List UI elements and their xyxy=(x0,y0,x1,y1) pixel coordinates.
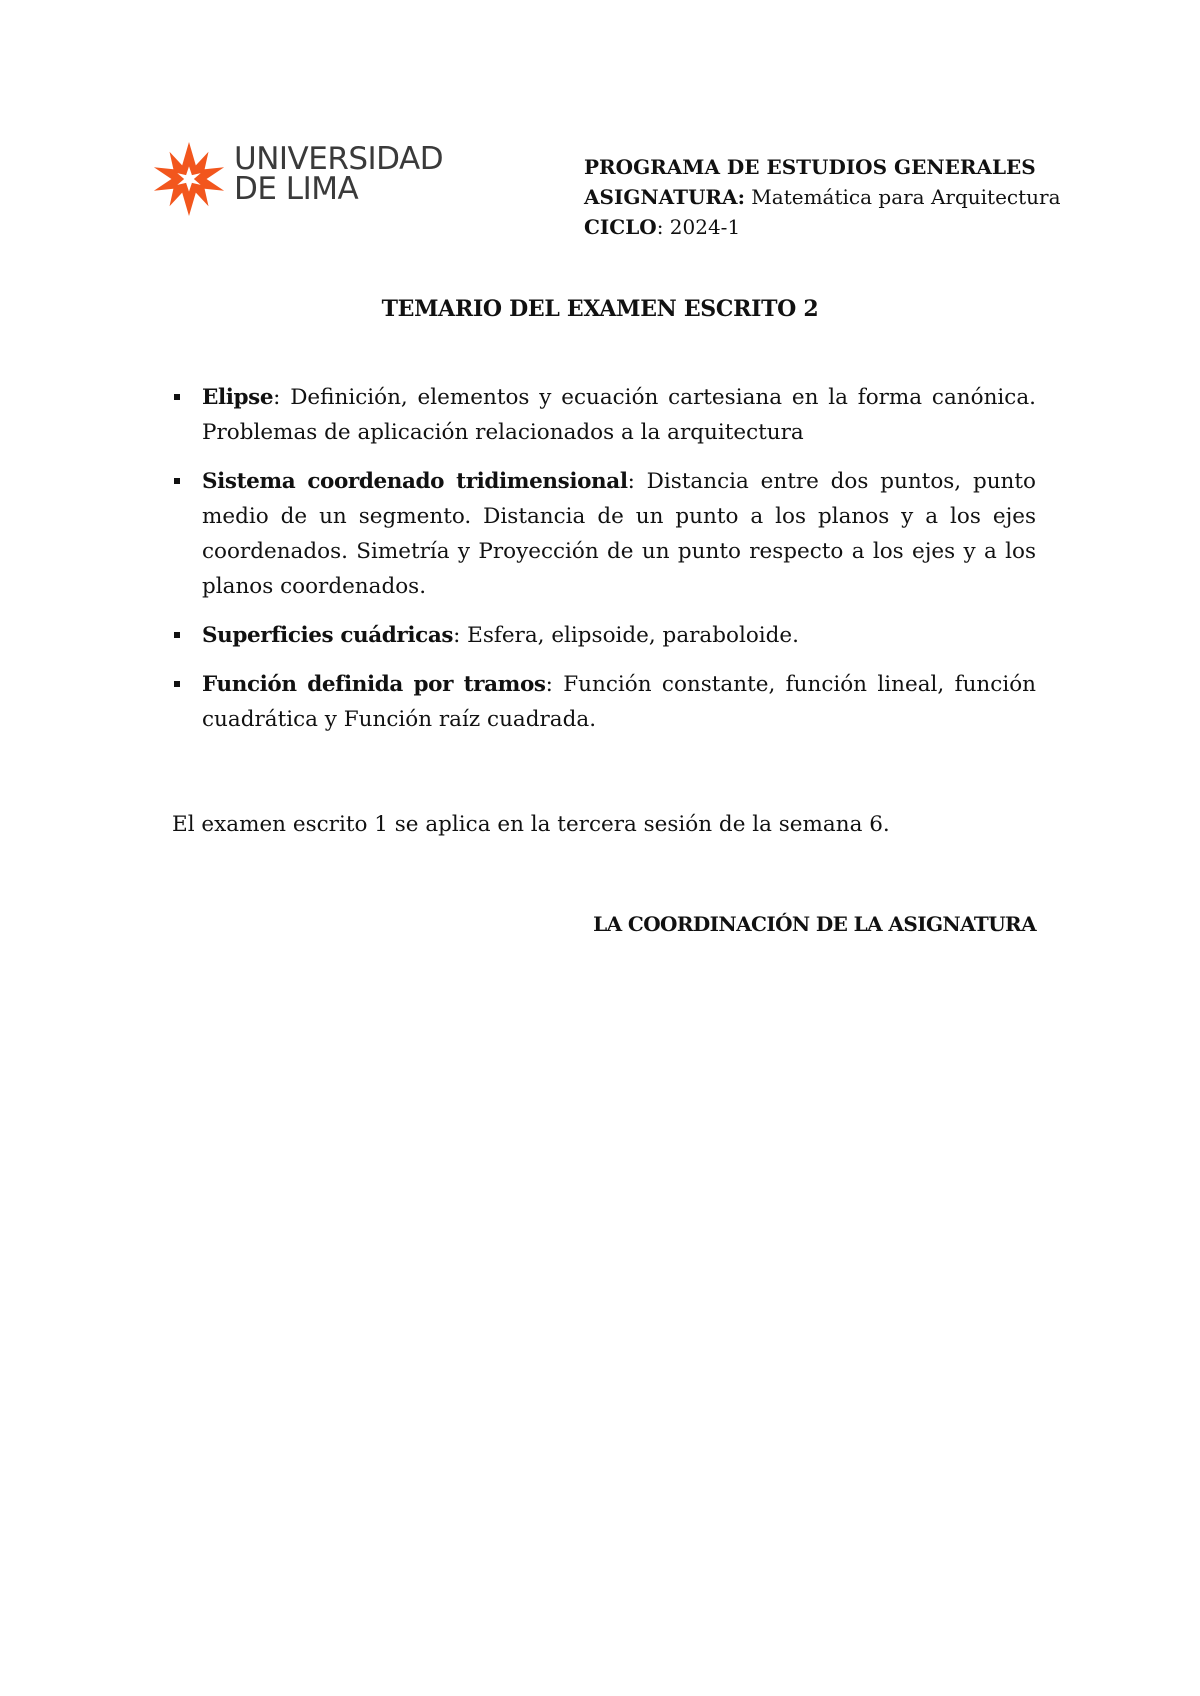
header-info xyxy=(584,152,1061,242)
cycle-label: CICLO xyxy=(584,215,657,239)
list-item xyxy=(170,618,1036,653)
signature: LA COORDINACIÓN DE LA ASIGNATURA xyxy=(593,912,1036,936)
topic-description: : Distancia entre dos puntos, punto medio de un segmento. Distancia de un punto a los planos y a los ejes coordenados. Simetría y Proyección de un punto respecto a los ejes y a los planos coordenados. xyxy=(202,469,1036,599)
topic-description: : Esfera, elipsoide, paraboloide. xyxy=(453,623,799,648)
cycle-value: : 2024-1 xyxy=(656,215,741,239)
logo-line-1: UNIVERSIDAD xyxy=(234,141,444,177)
square-bullet-icon xyxy=(174,478,180,484)
list-item xyxy=(170,464,1036,604)
topic-term: Elipse xyxy=(202,385,274,410)
topic-term: Sistema coordenado tridimensional xyxy=(202,469,628,494)
list-item xyxy=(170,667,1036,737)
square-bullet-icon xyxy=(174,394,180,400)
topic-term: Función definida por tramos xyxy=(202,672,546,697)
square-bullet-icon xyxy=(174,632,180,638)
university-logo xyxy=(150,140,450,220)
topic-description: : Función constante, función lineal, función cuadrática y Función raíz cuadrada. xyxy=(202,672,1036,732)
course-value: Matemática para Arquitectura xyxy=(744,185,1061,209)
program-name: PROGRAMA DE ESTUDIOS GENERALES xyxy=(584,155,1036,179)
page-title: TEMARIO DEL EXAMEN ESCRITO 2 xyxy=(381,296,819,322)
university-star-logo-icon xyxy=(150,140,228,218)
logo-line-2: DE LIMA xyxy=(234,171,359,207)
course-label: ASIGNATURA: xyxy=(584,185,745,209)
topic-term: Superficies cuádricas xyxy=(202,623,454,648)
topic-list xyxy=(170,380,1036,751)
topic-description: : Definición, elementos y ecuación cartesiana en la forma canónica. Problemas de aplicación relacionados a la arquitectura xyxy=(202,385,1036,445)
square-bullet-icon xyxy=(174,681,180,687)
exam-note: El examen escrito 1 se aplica en la tercera sesión de la semana 6. xyxy=(172,812,890,837)
list-item xyxy=(170,380,1036,450)
